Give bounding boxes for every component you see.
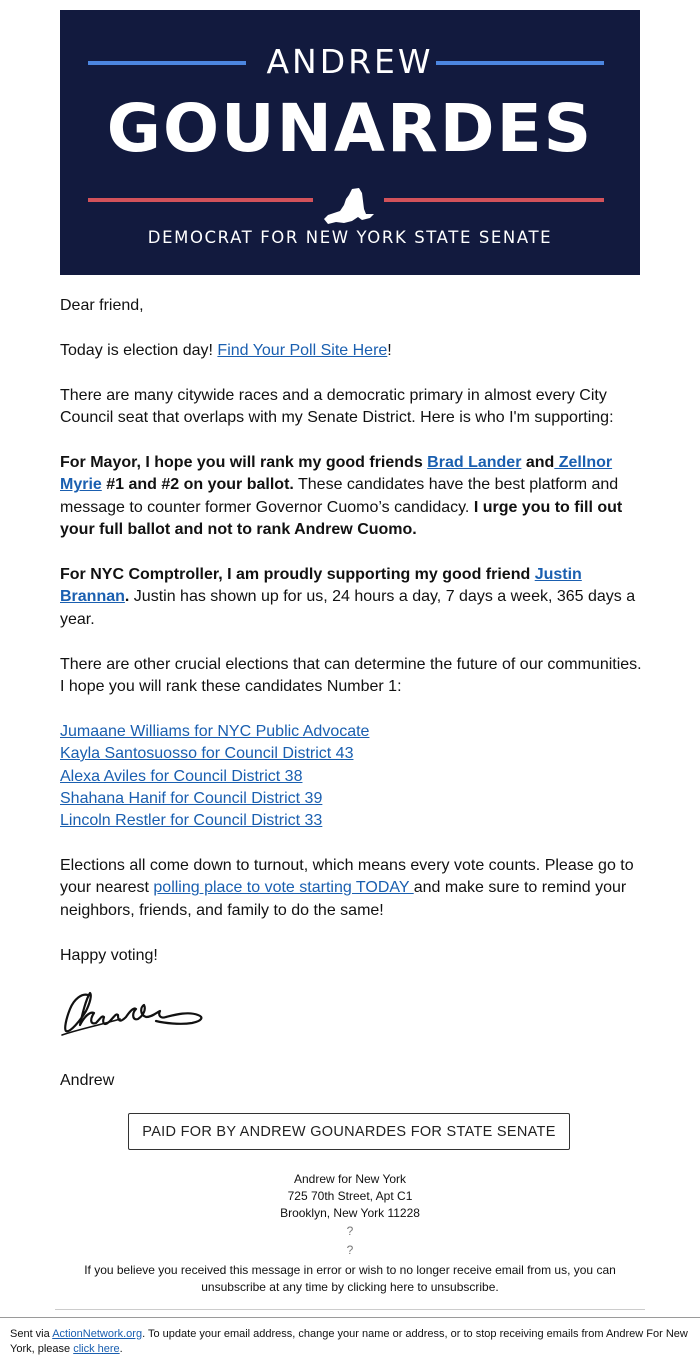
other-elections-paragraph: There are other crucial elections that can determine the future of our communities. I hope you will rank these candidates Number 1: — [60, 656, 642, 696]
banner-last-name: GOUNARDES — [106, 90, 594, 167]
comptroller-intro: For NYC Comptroller, I am proudly supporting my good friend — [60, 566, 535, 583]
candidate-link-santosuosso[interactable]: Kayla Santosuosso for Council District 43 — [60, 745, 354, 762]
find-poll-site-link[interactable]: Find Your Poll Site Here — [217, 342, 388, 359]
mayor-intro: For Mayor, I hope you will rank my good friends — [60, 454, 428, 471]
paid-for-disclaimer: PAID FOR BY ANDREW GOUNARDES FOR STATE SENATE — [128, 1113, 570, 1150]
footer-divider-outer — [0, 1317, 700, 1318]
candidate-link-williams[interactable]: Jumaane Williams for NYC Public Advocate — [60, 723, 370, 740]
mayor-and: and — [521, 454, 555, 471]
signature-image — [60, 985, 210, 1040]
address-line-1: Andrew for New York — [293, 1172, 407, 1186]
missing-image-icon: ? — [346, 1243, 354, 1257]
races-paragraph: There are many citywide races and a democratic primary in almost every City Council seat that overlaps with my Senate District. Here is who I'm supporting: — [60, 387, 614, 427]
click-here-link[interactable]: click here — [73, 1343, 120, 1355]
mayor-paragraph — [60, 452, 645, 542]
candidate-link-restler[interactable]: Lincoln Restler for Council District 33 — [60, 812, 323, 829]
mayor-ranking: #1 and #2 on your ballot. — [101, 476, 294, 494]
zellnor-myrie-link[interactable]: Zellnor Myrie — [60, 454, 613, 494]
comptroller-text: Justin has shown up for us, 24 hours a day, 7 days a week, 365 days a year. — [60, 588, 636, 628]
missing-image-icon: ? — [346, 1224, 354, 1238]
election-day-paragraph — [60, 340, 645, 362]
election-day-text: Today is election day! — [60, 342, 218, 359]
candidate-link-hanif[interactable]: Shahana Hanif for Council District 39 — [60, 790, 323, 807]
polling-place-link[interactable]: polling place to vote starting TODAY — [153, 879, 414, 897]
footer-divider — [55, 1309, 645, 1310]
mayor-platform-text: These candidates have the best platform and message to counter former Governor Cuomo’s candidacy. — [60, 476, 619, 516]
mayor-urge-text: I urge you to fill out your full ballot and not to rank Andrew Cuomo. — [60, 498, 623, 539]
banner-red-rule-left — [88, 198, 313, 202]
footer-text: . To update your email address, change your name or address, or to stop receiving emails from Andrew For New York, please — [10, 1328, 688, 1355]
action-network-link[interactable]: ActionNetwork.org — [52, 1328, 143, 1340]
sign-name: Andrew — [60, 1072, 115, 1089]
comptroller-paragraph — [60, 564, 645, 631]
greeting: Dear friend, — [60, 297, 144, 314]
unsubscribe-notice: If you believe you received this message in error or wish to no longer receive email from us, you can unsubscribe at any time by clicking here to unsubscribe. — [84, 1263, 616, 1294]
comptroller-period: . — [124, 588, 130, 606]
footer-sent-via: Sent via — [10, 1328, 53, 1340]
new-york-state-icon — [322, 187, 374, 227]
turnout-text: Elections all come down to turnout, which means every vote counts. Please go to your nearest — [60, 857, 634, 897]
turnout-end: and make sure to remind your neighbors, friends, and family to do the same! — [60, 879, 627, 919]
banner-first-name: ANDREW — [266, 42, 434, 81]
candidate-link-aviles[interactable]: Alexa Aviles for Council District 38 — [60, 768, 303, 785]
closing: Happy voting! — [60, 947, 158, 964]
brad-lander-link[interactable]: Brad Lander — [427, 454, 522, 471]
address-line-2: 725 70th Street, Apt C1 — [287, 1189, 413, 1203]
action-network-footer — [10, 1327, 695, 1357]
address-line-3: Brooklyn, New York 11228 — [280, 1206, 420, 1220]
justin-brannan-link[interactable]: Justin Brannan — [60, 566, 582, 606]
banner-tagline: DEMOCRAT FOR NEW YORK STATE SENATE — [147, 228, 553, 247]
election-day-end: ! — [387, 342, 392, 359]
banner-red-rule-right — [384, 198, 604, 202]
footer-end: . — [119, 1343, 123, 1355]
turnout-paragraph — [60, 855, 645, 922]
campaign-banner — [60, 10, 640, 275]
